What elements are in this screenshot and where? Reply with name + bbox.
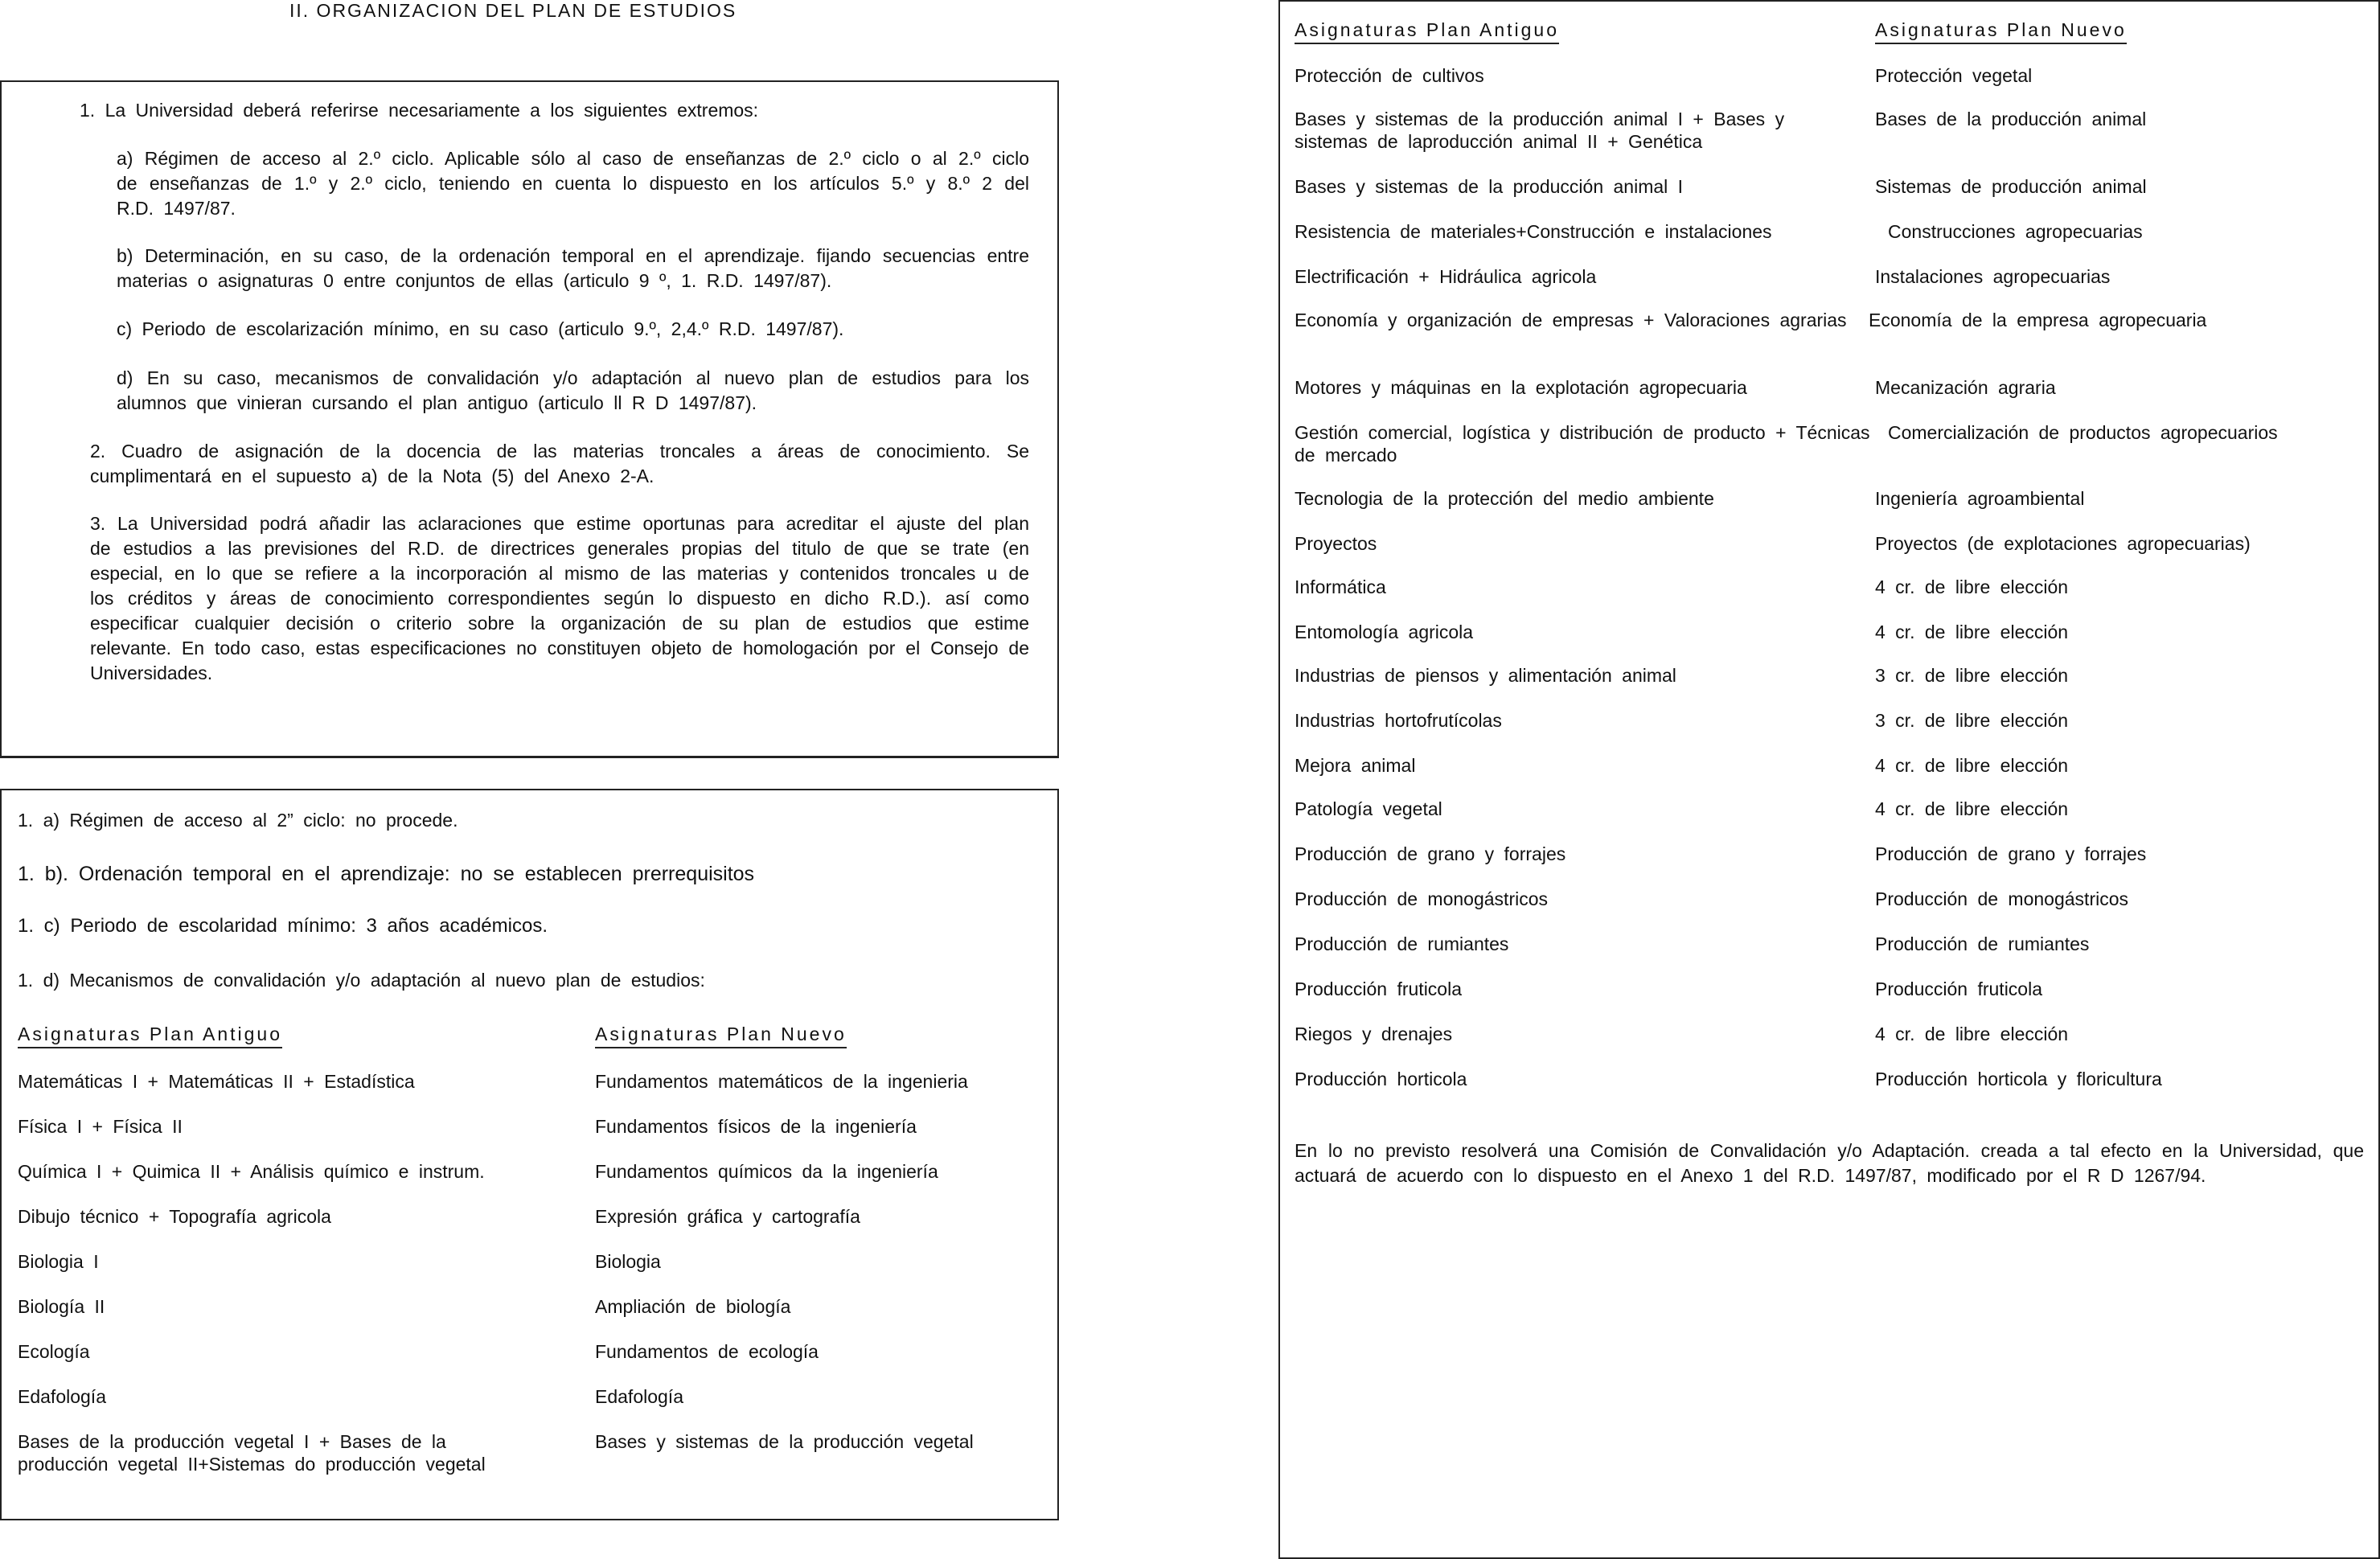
right-row-new: 3 cr. de libre elección <box>1875 665 2069 686</box>
left-row-old: Física I + Física II <box>18 1116 183 1137</box>
right-row-new: Producción horticola y floricultura <box>1875 1069 2162 1089</box>
right-row-old: Riegos y drenajes <box>1295 1024 1453 1044</box>
right-row-new: Ingeniería agroambiental <box>1875 488 2085 509</box>
right-row-old: Informática <box>1295 576 1386 597</box>
footer-note: En lo no previsto resolverá una Comisión de Convalidación y/o Adaptación. creada a tal efecto en la Universidad, que actuará de acuerdo con lo dispuesto en el Anexo 1 del R.D. 1497/87, modificado por el R D 1267/94. <box>1295 1140 2364 1186</box>
left-row-old: Dibujo técnico + Topografía agricola <box>18 1206 331 1227</box>
right-row-new: Producción fruticola <box>1875 978 2042 999</box>
right-row-old: Producción de rumiantes <box>1295 933 1509 954</box>
answer-1c: 1. c) Periodo de escolaridad mínimo: 3 años académicos. <box>18 915 548 937</box>
right-row-old: Entomología agricola <box>1295 622 1474 642</box>
right-row-old: Resistencia de materiales+Construcción e instalaciones <box>1295 221 1772 242</box>
right-row-old: Producción de monogástricos <box>1295 888 1548 909</box>
instruction-item-1c: c) Periodo de escolarización mínimo, en su caso (articulo 9.º, 2,4.º R.D. 1497/87). <box>117 318 844 339</box>
right-row-new: Producción de rumiantes <box>1875 933 2090 954</box>
right-row-old: Economía y organización de empresas + Valoraciones agrarias <box>1295 310 1847 330</box>
answer-1d: 1. d) Mecanismos de convalidación y/o adaptación al nuevo plan de estudios: <box>18 970 705 991</box>
left-table-header-old: Asignaturas Plan Antiguo <box>18 1024 282 1048</box>
left-row-new: Expresión gráfica y cartografía <box>595 1206 860 1227</box>
left-row-old: Química I + Quimica II + Análisis químico e instrum. <box>18 1161 485 1182</box>
left-table-header-new: Asignaturas Plan Nuevo <box>595 1024 847 1048</box>
right-row-new: Sistemas de producción animal <box>1875 176 2147 197</box>
right-row-new: Comercialización de productos agropecuarios <box>1888 422 2278 443</box>
right-table-box <box>1278 0 2380 1559</box>
right-row-old: Mejora animal <box>1295 755 1416 776</box>
right-row-new: 4 cr. de libre elección <box>1875 576 2069 597</box>
left-row-old: Biología II <box>18 1296 105 1317</box>
right-row-old: Industrias de piensos y alimentación animal <box>1295 665 1676 686</box>
right-row-new: 3 cr. de libre elección <box>1875 710 2069 731</box>
right-row-old: Proyectos <box>1295 533 1377 554</box>
right-row-new: Protección vegetal <box>1875 65 2033 86</box>
instruction-item-1b: b) Determinación, en su caso, de la ordenación temporal en el aprendizaje. fijando secuencias entre materias o asignaturas 0 entre conjuntos de ellas (articulo 9 º, 1. R.D. 1497/87). <box>117 245 1029 291</box>
right-table-header-old: Asignaturas Plan Antiguo <box>1295 19 1559 44</box>
instructions-box <box>0 80 1059 758</box>
right-row-old: Patología vegetal <box>1295 798 1442 819</box>
right-row-new: Mecanización agraria <box>1875 377 2056 398</box>
right-row-old: Industrias hortofrutícolas <box>1295 710 1502 731</box>
instruction-item-3: 3. La Universidad podrá añadir las aclaraciones que estime oportunas para acreditar el ajuste del plan de estudios a las previsiones del R.D. de directrices generales propias del titulo de que se trate (en especial, en lo que se refiere a la incorporación al mismo de las materias y contenidos troncales u de los créditos y áreas de conocimiento correspondientes según lo dispuesto en dicho R.D.). así como especificar cualquier decisión o criterio sobre la organización de su plan de estudios que estime relevante. En todo caso, estas especificaciones no constituyen objeto de homologación por el Consejo de Universidades. <box>90 513 1029 683</box>
answer-1b: 1. b). Ordenación temporal en el aprendizaje: no se establecen prerrequisitos <box>18 863 755 885</box>
separator-line <box>2 756 1057 757</box>
answers-box <box>0 789 1059 1520</box>
instruction-item-1a: a) Régimen de acceso al 2.º ciclo. Aplicable sólo al caso de enseñanzas de 2.º ciclo o al 2.º ciclo de enseñanzas de 1.º y 2.º ciclo, teniendo en cuenta lo dispuesto en los artículos 5.º y 8.º 2 del R.D. 1497/87. <box>117 148 1029 219</box>
right-row-old: Protección de cultivos <box>1295 65 1484 86</box>
right-row-new: Producción de monogástricos <box>1875 888 2128 909</box>
left-row-new: Edafología <box>595 1386 683 1407</box>
instruction-item-1d: d) En su caso, mecanismos de convalidación y/o adaptación al nuevo plan de estudios para los alumnos que vinieran cursando el plan antiguo (articulo ll R D 1497/87). <box>117 367 1029 413</box>
left-row-new: Fundamentos de ecología <box>595 1341 819 1362</box>
right-row-new: 4 cr. de libre elección <box>1875 1024 2069 1044</box>
right-row-old: Bases y sistemas de la producción animal I + Bases y sistemas de laproducción animal II + Genética <box>1295 109 1785 152</box>
right-row-old: Bases y sistemas de la producción animal I <box>1295 176 1684 197</box>
instruction-item-2: 2. Cuadro de asignación de la docencia de las materias troncales a áreas de conocimiento. Se cumplimentará en el supuesto a) de la Nota (5) del Anexo 2-A. <box>90 441 1029 486</box>
right-row-new: Economía de la empresa agropecuaria <box>1869 310 2207 330</box>
right-table-header-new: Asignaturas Plan Nuevo <box>1875 19 2127 44</box>
left-row-old: Matemáticas I + Matemáticas II + Estadística <box>18 1071 415 1092</box>
right-row-new: Instalaciones agropecuarias <box>1875 266 2111 287</box>
instruction-item-1: 1. La Universidad deberá referirse necesariamente a los siguientes extremos: <box>80 100 759 121</box>
right-row-new: Producción de grano y forrajes <box>1875 843 2147 864</box>
right-row-old: Motores y máquinas en la explotación agropecuaria <box>1295 377 1747 398</box>
right-row-new: Bases de la producción animal <box>1875 109 2147 129</box>
right-row-new: Construcciones agropecuarias <box>1888 221 2143 242</box>
right-row-old: Producción horticola <box>1295 1069 1467 1089</box>
right-row-new: 4 cr. de libre elección <box>1875 798 2069 819</box>
left-row-new: Bases y sistemas de la producción vegetal <box>595 1431 974 1452</box>
left-row-new: Fundamentos químicos da la ingeniería <box>595 1161 938 1182</box>
left-row-old: Ecología <box>18 1341 90 1362</box>
left-row-old: Edafología <box>18 1386 106 1407</box>
answer-1a: 1. a) Régimen de acceso al 2” ciclo: no procede. <box>18 810 458 831</box>
left-row-old: Biologia I <box>18 1251 99 1272</box>
right-row-old: Producción fruticola <box>1295 978 1462 999</box>
right-row-old: Gestión comercial, logística y distribución de producto + Técnicas de mercado <box>1295 422 1870 466</box>
right-row-new: 4 cr. de libre elección <box>1875 622 2069 642</box>
left-row-new: Biologia <box>595 1251 661 1272</box>
right-row-new: 4 cr. de libre elección <box>1875 755 2069 776</box>
left-row-new: Ampliación de biología <box>595 1296 791 1317</box>
left-row-new: Fundamentos matemáticos de la ingenieria <box>595 1071 968 1092</box>
left-row-new: Fundamentos físicos de la ingeniería <box>595 1116 917 1137</box>
right-row-old: Producción de grano y forrajes <box>1295 843 1566 864</box>
page-title: II. ORGANIZACION DEL PLAN DE ESTUDIOS <box>289 0 737 21</box>
left-row-old: Bases de la producción vegetal I + Bases de la producción vegetal II+Sistemas do producción vegetal <box>18 1431 486 1475</box>
right-row-old: Tecnologia de la protección del medio ambiente <box>1295 488 1714 509</box>
right-row-old: Electrificación + Hidráulica agricola <box>1295 266 1597 287</box>
right-row-new: Proyectos (de explotaciones agropecuarias) <box>1875 533 2251 554</box>
